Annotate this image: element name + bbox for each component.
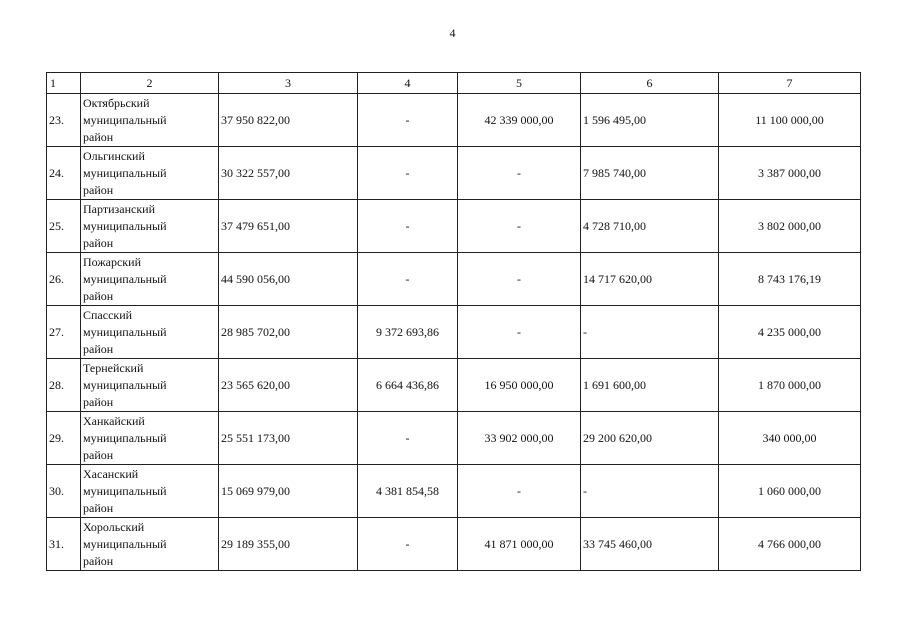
district-name-line: муниципальный <box>83 377 167 392</box>
row-number-cell: 26. <box>47 253 81 306</box>
district-name-line: Ольгинский <box>83 148 145 163</box>
amount-cell-col3: 15 069 979,00 <box>219 465 358 518</box>
budget-table <box>46 72 861 571</box>
district-name-line: муниципальный <box>83 271 167 286</box>
table-row <box>47 412 861 465</box>
amount-cell-col5: - <box>458 306 581 359</box>
amount-cell-col3: 30 322 557,00 <box>219 147 358 200</box>
table-row <box>47 359 861 412</box>
district-name-line: Хасанский <box>83 466 139 481</box>
amount-cell-col6: 7 985 740,00 <box>581 147 719 200</box>
amount-cell-col6: 4 728 710,00 <box>581 200 719 253</box>
table-row <box>47 253 861 306</box>
column-header: 5 <box>458 73 581 94</box>
amount-cell-col4: - <box>358 253 458 306</box>
amount-cell-col4: - <box>358 147 458 200</box>
row-number-cell: 29. <box>47 412 81 465</box>
district-name-line: район <box>83 288 114 303</box>
amount-cell-col5: - <box>458 253 581 306</box>
amount-cell-col4: - <box>358 412 458 465</box>
amount-cell-col3: 29 189 355,00 <box>219 518 358 571</box>
column-header: 6 <box>581 73 719 94</box>
amount-cell-col5: - <box>458 147 581 200</box>
amount-cell-col7: 4 235 000,00 <box>719 306 861 359</box>
district-name-cell <box>81 94 219 147</box>
district-name-cell <box>81 253 219 306</box>
amount-cell-col3: 37 479 651,00 <box>219 200 358 253</box>
amount-cell-col5: 16 950 000,00 <box>458 359 581 412</box>
district-name-cell <box>81 306 219 359</box>
amount-cell-col3: 37 950 822,00 <box>219 94 358 147</box>
amount-cell-col7: 340 000,00 <box>719 412 861 465</box>
page-number: 4 <box>449 26 456 40</box>
column-header: 3 <box>219 73 358 94</box>
district-name-line: муниципальный <box>83 218 167 233</box>
district-name-line: район <box>83 341 114 356</box>
amount-cell-col3: 23 565 620,00 <box>219 359 358 412</box>
amount-cell-col4: - <box>358 200 458 253</box>
table-row <box>47 306 861 359</box>
amount-cell-col5: - <box>458 465 581 518</box>
amount-cell-col3: 25 551 173,00 <box>219 412 358 465</box>
amount-cell-col3: 44 590 056,00 <box>219 253 358 306</box>
district-name-line: район <box>83 394 114 409</box>
row-number-cell: 23. <box>47 94 81 147</box>
amount-cell-col6: 1 691 600,00 <box>581 359 719 412</box>
row-number-cell: 24. <box>47 147 81 200</box>
district-name-cell <box>81 412 219 465</box>
row-number-cell: 27. <box>47 306 81 359</box>
amount-cell-col6: 33 745 460,00 <box>581 518 719 571</box>
amount-cell-col5: 33 902 000,00 <box>458 412 581 465</box>
amount-cell-col5: 42 339 000,00 <box>458 94 581 147</box>
amount-cell-col6: 29 200 620,00 <box>581 412 719 465</box>
table-row <box>47 147 861 200</box>
district-name-line: Пожарский <box>83 254 141 269</box>
row-number-cell: 28. <box>47 359 81 412</box>
amount-cell-col7: 11 100 000,00 <box>719 94 861 147</box>
district-name-cell <box>81 147 219 200</box>
amount-cell-col7: 8 743 176,19 <box>719 253 861 306</box>
row-number-cell: 31. <box>47 518 81 571</box>
district-name-line: район <box>83 553 114 568</box>
district-name-line: Тернейский <box>83 360 144 375</box>
amount-cell-col4: 9 372 693,86 <box>358 306 458 359</box>
district-name-line: муниципальный <box>83 536 167 551</box>
district-name-line: Спасский <box>83 307 133 322</box>
district-name-line: район <box>83 447 114 462</box>
table-row <box>47 200 861 253</box>
amount-cell-col6: 1 596 495,00 <box>581 94 719 147</box>
amount-cell-col7: 1 060 000,00 <box>719 465 861 518</box>
district-name-line: Партизанский <box>83 201 155 216</box>
district-name-line: муниципальный <box>83 483 167 498</box>
district-name-line: район <box>83 500 114 515</box>
district-name-line: муниципальный <box>83 430 167 445</box>
district-name-cell <box>81 200 219 253</box>
amount-cell-col7: 1 870 000,00 <box>719 359 861 412</box>
amount-cell-col7: 4 766 000,00 <box>719 518 861 571</box>
amount-cell-col7: 3 387 000,00 <box>719 147 861 200</box>
amount-cell-col7: 3 802 000,00 <box>719 200 861 253</box>
district-name-cell <box>81 359 219 412</box>
district-name-line: муниципальный <box>83 324 167 339</box>
district-name-line: район <box>83 129 114 144</box>
column-header: 1 <box>47 73 81 94</box>
amount-cell-col4: 6 664 436,86 <box>358 359 458 412</box>
column-header: 2 <box>81 73 219 94</box>
table-header-row <box>47 73 861 94</box>
row-number-cell: 25. <box>47 200 81 253</box>
amount-cell-col4: - <box>358 518 458 571</box>
district-name-line: Хорольский <box>83 519 145 534</box>
district-name-cell <box>81 465 219 518</box>
table-row <box>47 465 861 518</box>
district-name-line: район <box>83 182 114 197</box>
amount-cell-col5: 41 871 000,00 <box>458 518 581 571</box>
table-row <box>47 94 861 147</box>
district-name-line: Ханкайский <box>83 413 145 428</box>
amount-cell-col6: - <box>581 465 719 518</box>
district-name-line: муниципальный <box>83 112 167 127</box>
district-name-line: район <box>83 235 114 250</box>
table-body <box>47 94 861 571</box>
amount-cell-col6: 14 717 620,00 <box>581 253 719 306</box>
district-name-line: муниципальный <box>83 165 167 180</box>
amount-cell-col3: 28 985 702,00 <box>219 306 358 359</box>
amount-cell-col4: 4 381 854,58 <box>358 465 458 518</box>
amount-cell-col4: - <box>358 94 458 147</box>
amount-cell-col6: - <box>581 306 719 359</box>
column-header: 4 <box>358 73 458 94</box>
amount-cell-col5: - <box>458 200 581 253</box>
row-number-cell: 30. <box>47 465 81 518</box>
district-name-line: Октябрьский <box>83 95 150 110</box>
table-row <box>47 518 861 571</box>
district-name-cell <box>81 518 219 571</box>
column-header: 7 <box>719 73 861 94</box>
